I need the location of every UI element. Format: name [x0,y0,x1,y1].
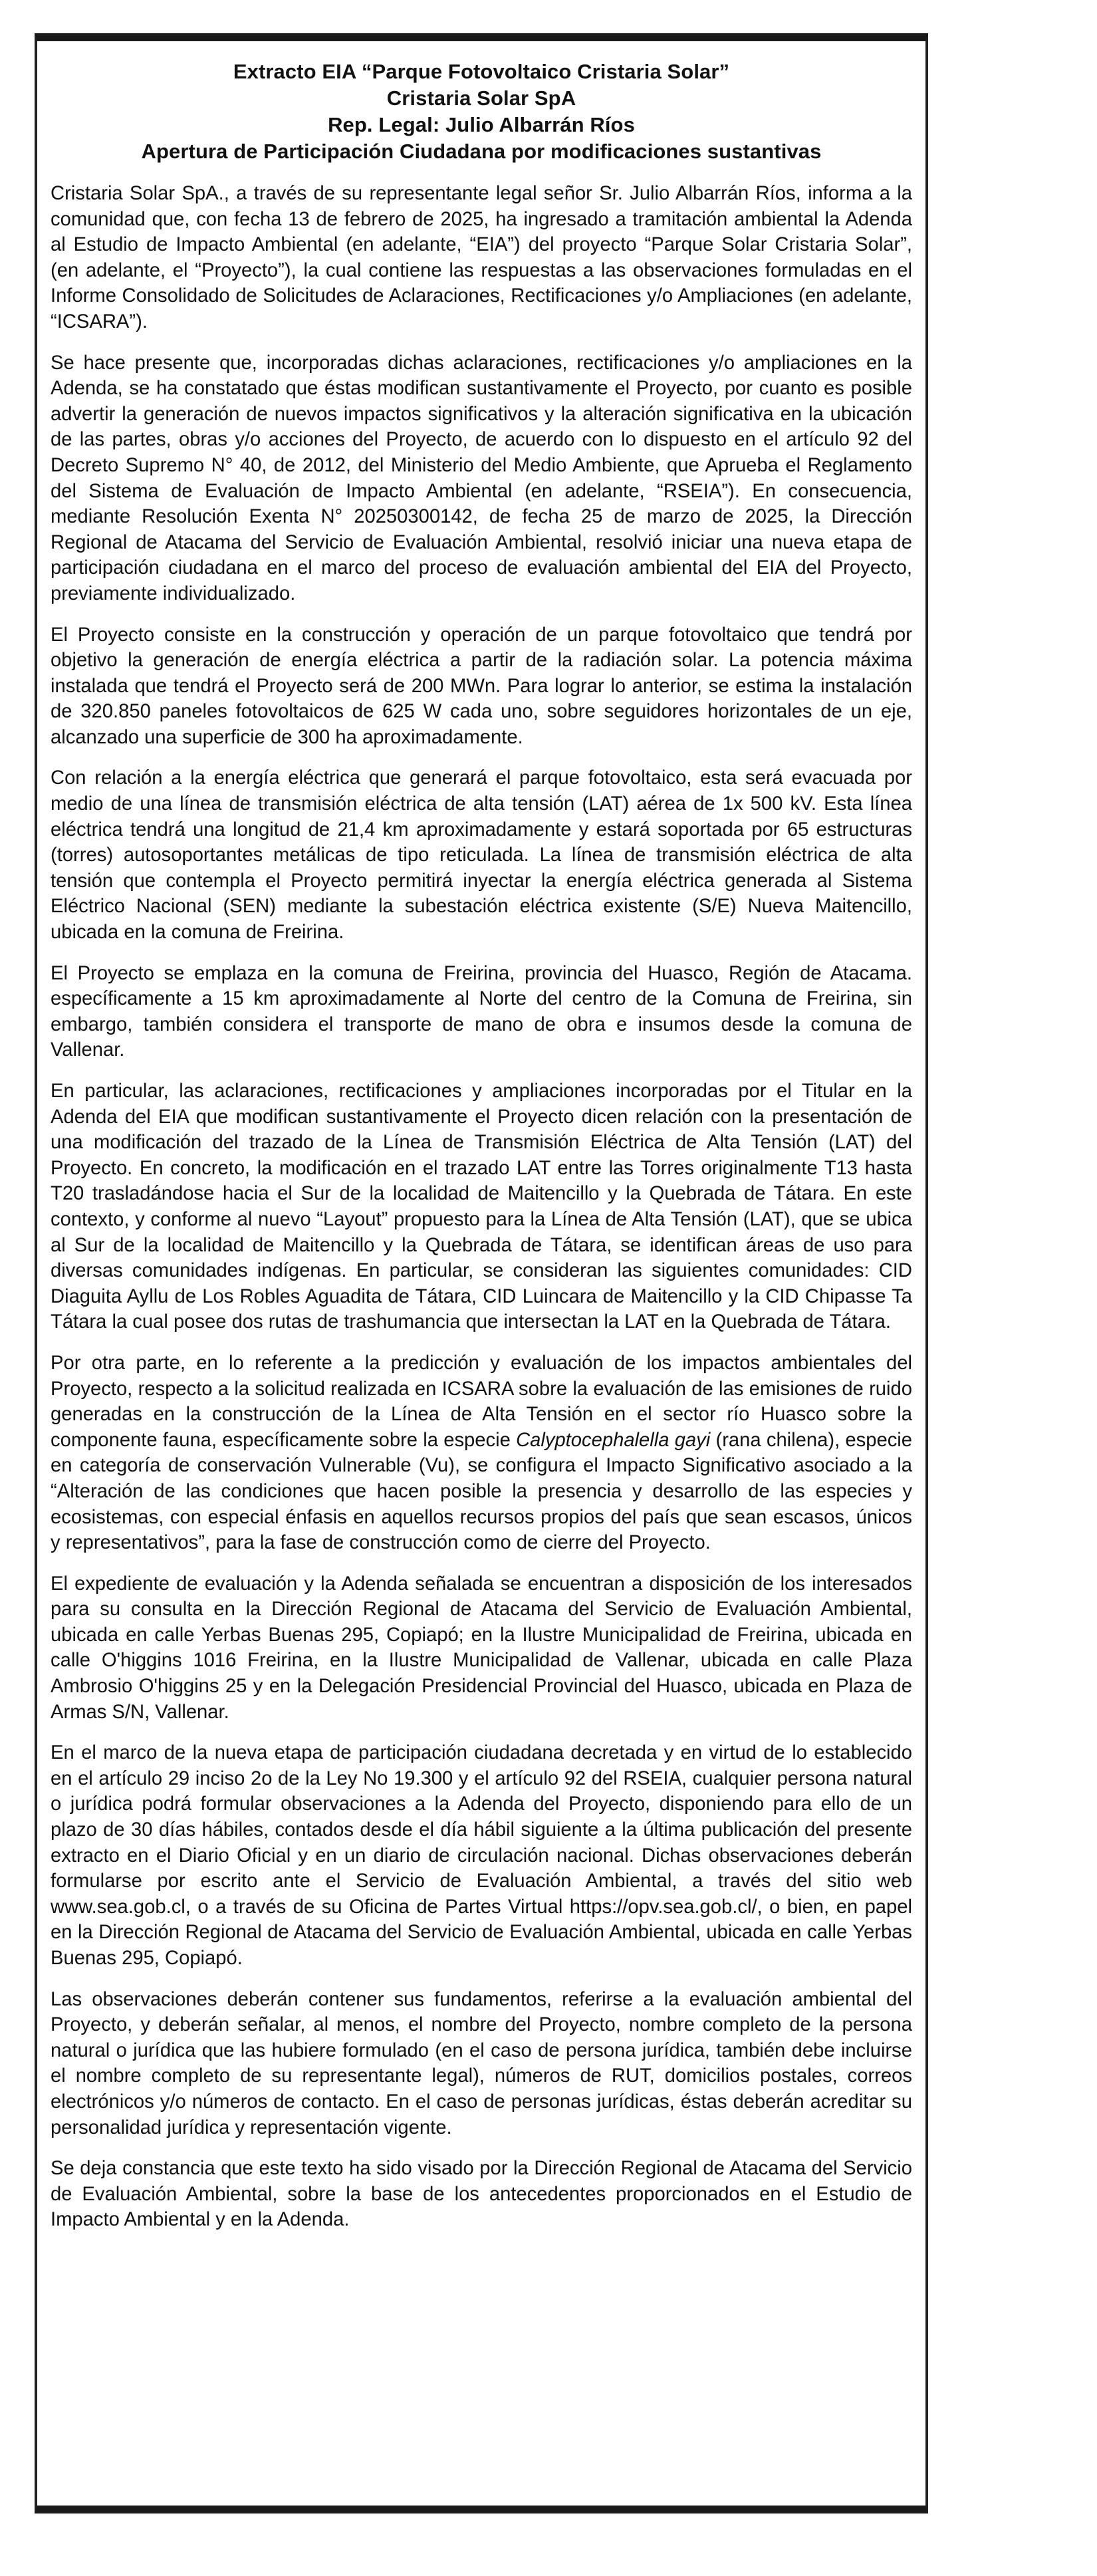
paragraph-file-availability: El expediente de evaluación y la Adenda señalada se encuentran a disposición de los interesados para su consulta en la Dirección Regional de Atacama del Servicio de Evaluación Ambiental, ubicada en calle Yerbas Buenas 295, Copiapó; en la Ilustre Municipalidad de Freirina, ubicada en calle O'higgins 1016 Freirina, en la Ilustre Municipalidad de Vallenar, ubicada en calle Plaza Ambrosio O'higgins 25 y en la Delegación Presidencial Provincial del Huasco, ubicada en Plaza de Armas S/N, Vallenar. [51,1573,912,1723]
notice-body [51,181,912,2233]
notice-title: Extracto EIA “Parque Fotovoltaico Cristaria Solar” [233,60,730,83]
paragraph-project-description: El Proyecto consiste en la construcción y operación de un parque fotovoltaico que tendrá por objetivo la generación de energía eléctrica a partir de la radiación solar. La potencia máxima instalada que tendrá el Proyecto será de 200 MWn. Para lograr lo anterior, se estima la instalación de 320.850 paneles fotovoltaicos de 625 W cada uno, sobre seguidores horizontales de un eje, alcanzado una superficie de 300 ha aproximadamente. [51,624,912,748]
species-name: Calyptocephalella gayi [516,1429,711,1451]
paragraph-certification: Se deja constancia que este texto ha sido visado por la Dirección Regional de Atacama del Servicio de Evaluación Ambiental, sobre la base de los antecedentes proporcionados en el Estudio de Impacto Ambiental y en la Adenda. [51,2158,912,2231]
paragraph-impacts [51,1351,912,1556]
impacts-text-end: (rana chilena), especie en categoría de conservación Vulnerable (Vu), se configura el Impacto Significativo asociado a la “Alteración de las condiciones que hacen posible la presencia y desarrollo de las especies y ecosistemas, con especial énfasis en aquellos recursos propios del país que sean escasos, únicos y representativos”, para la fase de construcción como de cierre del Proyecto. [51,1429,913,1554]
notice-header [51,59,912,165]
notice-subtitle: Apertura de Participación Ciudadana por modificaciones sustantivas [141,140,822,163]
paragraph-substantive-changes: Se hace presente que, incorporadas dichas aclaraciones, rectificaciones y/o ampliaciones en la Adenda, se ha constatado que éstas modifican sustantivamente el Proyecto, por cuanto es posible advertir la generación de nuevos impactos significativos y la alteración significativa en la ubicación de las partes, obras y/o acciones del Proyecto, de acuerdo con lo dispuesto en el artículo 92 del Decreto Supremo N° 40, de 2012, del Ministerio del Medio Ambiente, que Aprueba el Reglamento del Sistema de Evaluación de Impacto Ambiental (en adelante, “RSEIA”). En consecuencia, mediante Resolución Exenta N° 20250300142, de fecha 25 de marzo de 2025, la Dirección Regional de Atacama del Servicio de Evaluación Ambiental, resolvió iniciar una nueva etapa de participación ciudadana en el marco del proceso de evaluación ambiental del EIA del Proyecto, previamente individualizado. [51,352,912,604]
paragraph-lat-modification: En particular, las aclaraciones, rectificaciones y ampliaciones incorporadas por el Titular en la Adenda del EIA que modifican sustantivamente el Proyecto dicen relación con la presentación de una modificación del trazado de la Línea de Transmisión Eléctrica de Alta Tensión (LAT) del Proyecto. En concreto, la modificación en el trazado LAT entre las Torres originalmente T13 hasta T20 trasladándose hacia el Sur de la localidad de Maitencillo y la Quebrada de Tátara. En este contexto, y conforme al nuevo “Layout” propuesto para la Línea de Alta Tensión (LAT), que se ubica al Sur de la localidad de Maitencillo y la Quebrada de Tátara, se identifican áreas de uso para diversas comunidades indígenas. En particular, se consideran las siguientes comunidades: CID Diaguita Ayllu de Los Robles Aguadita de Tátara, CID Luincara de Maitencillo y la CID Chipasse Ta Tátara la cual posee dos rutas de trashumancia que intersectan la LAT en la Quebrada de Tátara. [51,1081,912,1333]
paragraph-transmission-line: Con relación a la energía eléctrica que generará el parque fotovoltaico, esta será evacuada por medio de una línea de transmisión eléctrica de alta tensión (LAT) aérea de 1x 500 kV. Esta línea eléctrica tendrá una longitud de 21,4 km aproximadamente y estará soportada por 65 estructuras (torres) autosoportantes metálicas de tipo reticulada. La línea de transmisión eléctrica de alta tensión que contempla el Proyecto permitirá inyectar la energía eléctrica generada al Sistema Eléctrico Nacional (SEN) mediante la subestación eléctrica existente (S/E) Nueva Maitencillo, ubicada en la comuna de Freirina. [51,767,912,944]
paragraph-observations-period: En el marco de la nueva etapa de participación ciudadana decretada y en virtud de lo establecido en el artículo 29 inciso 2o de la Ley No 19.300 y el artículo 92 del RSEIA, cualquier persona natural o jurídica podrá formular observaciones a la Adenda del Proyecto, disponiendo para ello de un plazo de 30 días hábiles, contados desde el día hábil siguiente a la última publicación del presente extracto en el Diario Oficial y en un diario de circulación nacional. Dichas observaciones deberán formularse por escrito ante el Servicio de Evaluación Ambiental, a través del sitio web www.sea.gob.cl, o a través de su Oficina de Partes Virtual https://opv.sea.gob.cl/, o bien, en papel en la Dirección Regional de Atacama del Servicio de Evaluación Ambiental, ubicada en calle Yerbas Buenas 295, Copiapó. [51,1742,912,1969]
paragraph-observations-requirements: Las observaciones deberán contener sus fundamentos, referirse a la evaluación ambiental del Proyecto, y deberán señalar, al menos, el nombre del Proyecto, nombre completo de la persona natural o jurídica que las hubiere formulado (en el caso de persona jurídica, también debe incluirse el nombre completo de su representante legal), números de RUT, domicilios postales, correos electrónicos y/o números de contacto. En el caso de personas jurídicas, éstas deberán acreditar su personalidad jurídica y representación vigente. [51,1988,912,2138]
paragraph-location: El Proyecto se emplaza en la comuna de Freirina, provincia del Huasco, Región de Atacama. específicamente a 15 km aproximadamente al Norte del centro de la Comuna de Freirina, sin embargo, también considera el transporte de mano de obra e insumos desde la comuna de Vallenar. [51,962,912,1061]
paragraph-intro: Cristaria Solar SpA., a través de su representante legal señor Sr. Julio Albarrán Ríos, informa a la comunidad que, con fecha 13 de febrero de 2025, ha ingresado a tramitación ambiental la Adenda al Estudio de Impacto Ambiental (en adelante, “EIA”) del proyecto “Parque Solar Cristaria Solar”, (en adelante, el “Proyecto”), la cual contiene las respuestas a las observaciones formuladas en el Informe Consolidado de Solicitudes de Aclaraciones, Rectificaciones y/o Ampliaciones (en adelante, “ICSARA”). [51,183,912,332]
impacts-text-start: Por otra parte, en lo referente a la predicción y evaluación de los impactos ambientales del Proyecto, respecto a la solicitud realizada en ICSARA sobre la evaluación de las emisiones de ruido generadas en la construcción de la Línea de Alta Tensión en el sector río Huasco sobre la componente fauna, específicamente sobre la especie [51,1352,912,1451]
legal-representative: Rep. Legal: Julio Albarrán Ríos [328,113,635,136]
company-name: Cristaria Solar SpA [386,86,576,110]
public-notice-box [35,33,928,2513]
